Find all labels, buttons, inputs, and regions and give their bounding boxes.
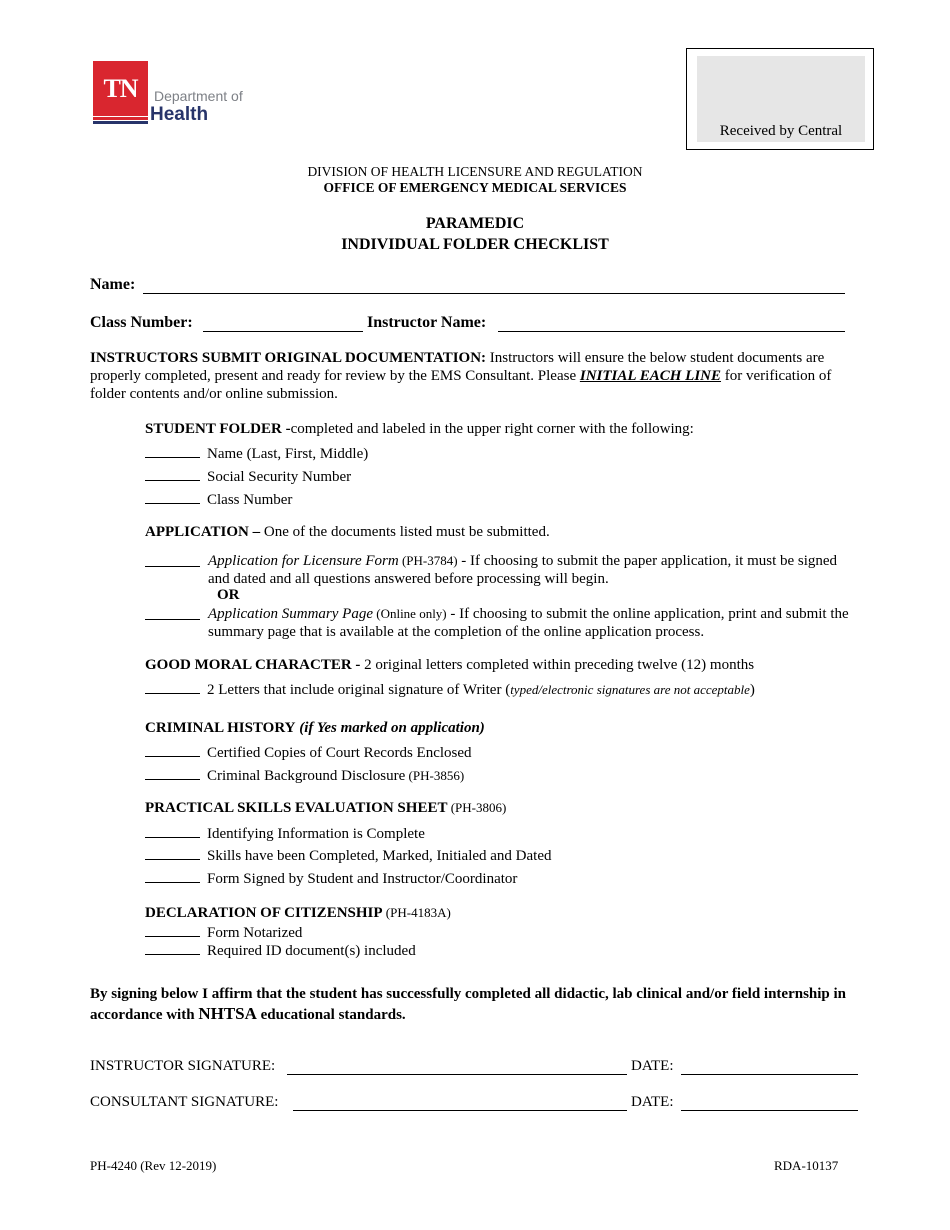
- initial-blank[interactable]: [145, 489, 200, 504]
- consultant-date-field[interactable]: [681, 1095, 858, 1111]
- practical-heading: [145, 800, 506, 817]
- item-label: Social Security Number: [207, 469, 352, 485]
- initial-blank[interactable]: [145, 679, 200, 694]
- initial-blank[interactable]: [145, 845, 200, 860]
- intro-text-1: Instructors will ensure the below student documents are properly completed, present and ready for review by the EMS Consultant. Please: [90, 350, 825, 384]
- practical-title: PRACTICAL SKILLS EVALUATION SHEET: [145, 800, 448, 816]
- initial-blank[interactable]: [145, 605, 207, 625]
- class-number-field[interactable]: [203, 315, 363, 332]
- initial-each-line: INITIAL EACH LINE: [579, 368, 722, 384]
- item-label: Required ID document(s) included: [207, 943, 416, 959]
- item-text: - If choosing to submit the online application, print and submit the summary page that is available at the completion of the online application process.: [208, 606, 849, 640]
- instructor-name-label: Instructor Name:: [367, 314, 487, 331]
- practical-code: (PH-3806): [447, 800, 507, 815]
- initial-blank[interactable]: [145, 443, 200, 458]
- criminal-title: CRIMINAL HISTORY: [145, 720, 296, 736]
- application-desc: One of the documents listed must be submitted.: [260, 524, 550, 540]
- item-code: (Online only): [372, 606, 447, 621]
- affirm-text-1: By signing below I affirm that the student has successfully completed all didactic, lab clinical and/or field internship in accordance with: [90, 986, 847, 1023]
- criminal-note: (if Yes marked on application): [295, 720, 485, 736]
- item-label: Name (Last, First, Middle): [207, 446, 369, 462]
- list-item: [145, 823, 425, 843]
- item-label: Form Signed by Student and Instructor/Coordinator: [207, 871, 518, 887]
- item-code: (PH-3856): [405, 768, 465, 783]
- item-end: ): [749, 682, 755, 698]
- intro-paragraph: [90, 349, 860, 403]
- form-number: PH-4240 (Rev 12-2019): [90, 1158, 217, 1173]
- item-label: Criminal Background Disclosure: [207, 768, 406, 784]
- intro-text-2: for verification of folder contents and/or online submission.: [90, 368, 832, 402]
- class-number-label: Class Number:: [90, 314, 193, 331]
- item-title: Application for Licensure Form: [208, 553, 399, 569]
- consultant-date-label: DATE:: [631, 1094, 674, 1110]
- initial-blank[interactable]: [145, 823, 200, 838]
- application-item-2: [208, 605, 858, 641]
- received-label: Received by Central: [719, 123, 843, 139]
- instructor-signature-field[interactable]: [287, 1059, 627, 1075]
- moral-desc: 2 original letters completed within preceding twelve (12) months: [360, 657, 755, 673]
- moral-title: GOOD MORAL CHARACTER -: [145, 657, 361, 673]
- list-item: [145, 765, 464, 785]
- affirmation-text: [90, 984, 865, 1025]
- instructor-date-field[interactable]: [681, 1059, 858, 1075]
- received-stamp-box: [686, 48, 874, 150]
- initial-blank[interactable]: [145, 922, 200, 937]
- application-title: APPLICATION –: [145, 524, 261, 540]
- item-code: (PH-3784): [398, 553, 458, 568]
- initial-blank[interactable]: [145, 940, 200, 955]
- citizenship-heading: [145, 905, 451, 922]
- student-folder-title: STUDENT FOLDER -: [145, 421, 291, 437]
- list-item: [145, 845, 552, 865]
- rda-number: RDA-10137: [774, 1158, 839, 1173]
- nhtsa-label: NHTSA: [198, 1004, 257, 1023]
- or-label: OR: [217, 587, 240, 603]
- student-folder-desc: completed and labeled in the upper right corner with the following:: [290, 421, 694, 437]
- item-text: - If choosing to submit the paper application, it must be signed and dated and all questions answered before processing will begin.: [208, 553, 838, 587]
- affirm-text-2: educational standards.: [256, 1007, 406, 1023]
- application-item-1: [208, 552, 858, 588]
- item-title: Application Summary Page: [208, 606, 373, 622]
- item-label: Identifying Information is Complete: [207, 826, 425, 842]
- logo-stripes: [93, 116, 148, 124]
- instructor-signature-label: INSTRUCTOR SIGNATURE:: [90, 1058, 276, 1074]
- instructor-name-field[interactable]: [498, 315, 845, 332]
- form-title-1: PARAMEDIC: [425, 215, 525, 232]
- logo-dept-text: Department of: [154, 88, 243, 104]
- initial-blank[interactable]: [145, 466, 200, 481]
- item-label: Form Notarized: [207, 925, 303, 941]
- list-item: [145, 922, 302, 942]
- moral-heading: [145, 657, 754, 674]
- name-label: Name:: [90, 276, 136, 293]
- list-item: [145, 466, 351, 486]
- list-item: [145, 443, 368, 463]
- list-item: [145, 679, 755, 699]
- citizenship-title: DECLARATION OF CITIZENSHIP: [145, 905, 383, 921]
- instructor-date-label: DATE:: [631, 1058, 674, 1074]
- initial-blank[interactable]: [145, 765, 200, 780]
- consultant-signature-field[interactable]: [293, 1095, 627, 1111]
- list-item: [145, 489, 292, 509]
- item-label: 2 Letters that include original signature of Writer (: [207, 682, 511, 698]
- office-line: OFFICE OF EMERGENCY MEDICAL SERVICES: [323, 180, 627, 195]
- initial-blank[interactable]: [145, 742, 200, 757]
- citizenship-code: (PH-4183A): [382, 905, 451, 920]
- initial-blank[interactable]: [145, 868, 200, 883]
- intro-bold: INSTRUCTORS SUBMIT ORIGINAL DOCUMENTATION:: [90, 350, 487, 366]
- item-label: Skills have been Completed, Marked, Initialed and Dated: [207, 848, 552, 864]
- name-field[interactable]: [143, 277, 845, 294]
- item-label: Certified Copies of Court Records Enclosed: [207, 745, 472, 761]
- item-label: Class Number: [207, 492, 293, 508]
- initial-blank[interactable]: [145, 552, 207, 572]
- division-line: DIVISION OF HEALTH LICENSURE AND REGULATION: [307, 164, 643, 179]
- item-note: typed/electronic signatures are not acceptable: [510, 682, 750, 697]
- form-title-2: INDIVIDUAL FOLDER CHECKLIST: [341, 236, 609, 253]
- logo-health-text: Health: [150, 104, 209, 125]
- student-folder-heading: [145, 421, 694, 438]
- list-item: [145, 742, 472, 762]
- list-item: [145, 940, 416, 960]
- tn-logo-badge: TN: [93, 61, 148, 116]
- application-heading: [145, 524, 550, 541]
- consultant-signature-label: CONSULTANT SIGNATURE:: [90, 1094, 279, 1110]
- list-item: [145, 868, 517, 888]
- criminal-heading: [145, 720, 485, 737]
